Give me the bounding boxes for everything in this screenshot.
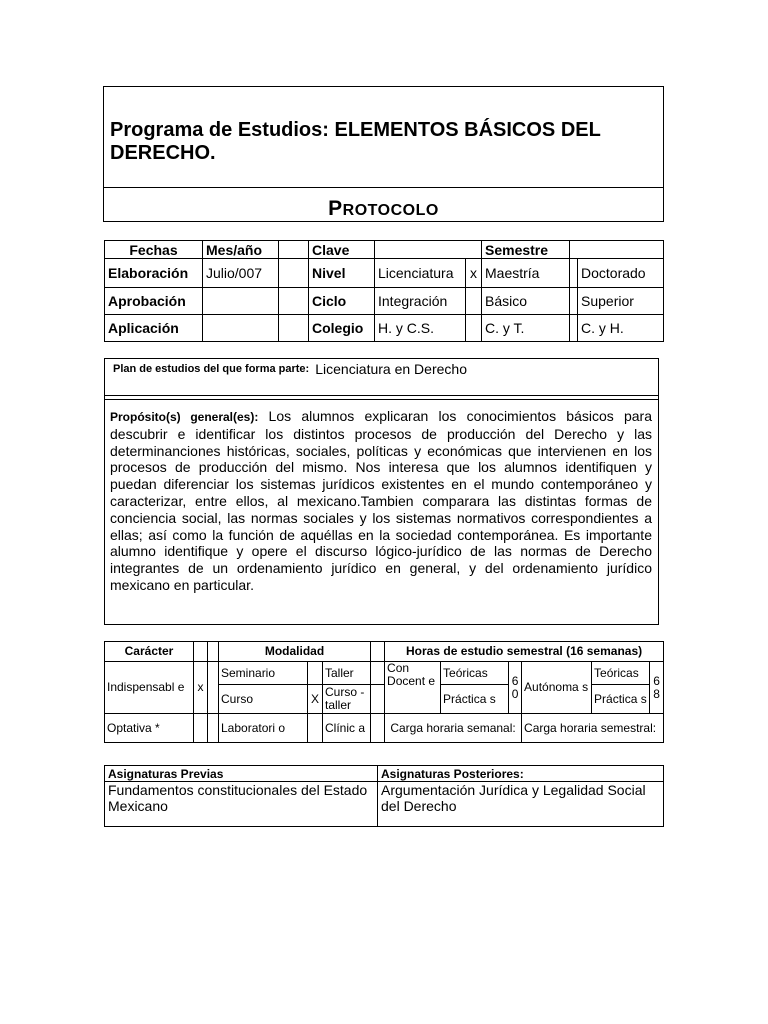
ciclo-superior: Superior	[578, 288, 664, 315]
maestria-mark	[570, 259, 578, 288]
protocol-heading	[104, 197, 663, 221]
subjects-header-row	[105, 766, 664, 782]
dates-header-row	[105, 241, 664, 259]
protocol-initial: P	[328, 197, 343, 220]
character-row-1	[105, 662, 664, 685]
teoricas-label: Teóricas	[441, 662, 509, 685]
protocol-rest: ROTOCOLO	[342, 202, 439, 219]
plan-divider	[105, 395, 658, 396]
dates-table	[104, 240, 664, 342]
previas-value: Fundamentos constitucionales del Estado Mexicano	[105, 782, 378, 827]
teoricas-autonomas-label: Teóricas	[592, 662, 650, 685]
indispensable-mark: x	[194, 662, 208, 714]
integracion-mark	[466, 288, 482, 315]
curso-mark: X	[308, 685, 323, 714]
purpose-text: Los alumnos explicaran los conocimientos básicos para descubrir e identificar los distintos procesos de producción del Derecho y las determinanciones históricas, sociales, políticas y económicas que intervienen en los procesos de producción del mismo. Nos interesa que los alumnos identifiquen y puedan diferenciar los sistemas jurídicos existentes en el mundo contemporáneo y caracterizar, entre ellos, al mexicano.Tambien comparara las distintas formas de conciencia social, las normas sociales y los sistemas normativos correspondientes a ellas; así como la función de aquéllas en la sociedad contemporánea. Es importante alumno identifique y opere el discurso lógico-jurídico de las normas de Derecho integrantes de un ordenamiento jurídico en general, y del ordenamiento jurídico mexicano en particular.	[110, 408, 652, 593]
colegio-hycs: H. y C.S.	[375, 315, 466, 342]
aplicacion-date	[203, 315, 279, 342]
blank-cell	[279, 241, 309, 259]
autonomas-label: Autónoma s	[522, 662, 592, 714]
basico-mark	[570, 288, 578, 315]
title-box	[103, 86, 664, 222]
aplicacion-label: Aplicación	[105, 315, 203, 342]
document-title: Programa de Estudios: ELEMENTOS BÁSICOS DEL DERECHO.	[110, 119, 601, 164]
clinica-label: Clínic a	[323, 714, 371, 743]
curso-label: Curso	[219, 685, 308, 714]
taller-mark	[371, 662, 385, 685]
caracter-header: Carácter	[105, 642, 194, 662]
modalidad-header: Modalidad	[219, 642, 371, 662]
horas-header: Horas de estudio semestral (16 semanas)	[385, 642, 664, 662]
cyt-mark	[570, 315, 578, 342]
docente-hours: 6 0	[509, 662, 522, 714]
blank-cell	[208, 642, 219, 662]
nivel-maestria: Maestría	[482, 259, 570, 288]
clave-header: Clave	[309, 241, 375, 259]
plan-value: Licenciatura en Derecho	[315, 361, 467, 377]
character-row-3	[105, 714, 664, 743]
subjects-row	[105, 782, 664, 827]
colegio-label: Colegio	[309, 315, 375, 342]
laboratorio-mark	[308, 714, 323, 743]
plan-row	[113, 359, 467, 379]
semestre-header: Semestre	[482, 241, 570, 259]
seminario-mark	[308, 662, 323, 685]
character-table	[104, 641, 664, 743]
aprobacion-row	[105, 288, 664, 315]
taller-label: Taller	[323, 662, 371, 685]
blank-cell	[208, 662, 219, 714]
ciclo-label: Ciclo	[309, 288, 375, 315]
nivel-doctorado: Doctorado	[578, 259, 664, 288]
curso-taller-label: Curso -taller	[323, 685, 371, 714]
ciclo-integracion: Integración	[375, 288, 466, 315]
blank-cell	[194, 642, 208, 662]
posteriores-header: Asignaturas Posteriores:	[378, 766, 664, 782]
nivel-label: Nivel	[309, 259, 375, 288]
previas-header: Asignaturas Previas	[105, 766, 378, 782]
plan-divider-2	[105, 399, 658, 400]
optativa-mark	[194, 714, 208, 743]
elaboracion-label: Elaboración	[105, 259, 203, 288]
clinica-mark	[371, 714, 385, 743]
carga-semestral-label: Carga horaria semestral:	[522, 714, 664, 743]
blank-cell	[279, 259, 309, 288]
purpose-label: Propósito(s) general(es):	[110, 410, 259, 424]
semestre-value	[570, 241, 664, 259]
laboratorio-label: Laboratori o	[219, 714, 308, 743]
indispensable-label: Indispensabl e	[105, 662, 194, 714]
practicas-autonomas-label: Práctica s	[592, 685, 650, 714]
fechas-header: Fechas	[105, 241, 203, 259]
con-docente-label: Con Docent e	[385, 662, 441, 714]
licenciatura-mark: x	[466, 259, 482, 288]
aplicacion-row	[105, 315, 664, 342]
clave-value	[375, 241, 482, 259]
autonomas-hours: 6 8	[650, 662, 664, 714]
plan-box	[104, 358, 659, 625]
curso-taller-mark	[371, 685, 385, 714]
subjects-table	[104, 765, 664, 827]
aprobacion-date	[203, 288, 279, 315]
practicas-label: Práctica s	[441, 685, 509, 714]
ciclo-basico: Básico	[482, 288, 570, 315]
colegio-cyt: C. y T.	[482, 315, 570, 342]
posteriores-value: Argumentación Jurídica y Legalidad Social del Derecho	[378, 782, 664, 827]
elaboracion-row	[105, 259, 664, 288]
plan-label: Plan de estudios del que forma parte:	[113, 363, 310, 375]
character-header-row	[105, 642, 664, 662]
purpose-paragraph	[110, 408, 652, 594]
title-divider	[104, 187, 663, 188]
blank-cell	[208, 714, 219, 743]
mes-ano-header: Mes/año	[203, 241, 279, 259]
colegio-cyh: C. y H.	[578, 315, 664, 342]
aprobacion-label: Aprobación	[105, 288, 203, 315]
carga-semanal-label: Carga horaria semanal:	[385, 714, 522, 743]
optativa-label: Optativa *	[105, 714, 194, 743]
hycs-mark	[466, 315, 482, 342]
blank-cell	[371, 642, 385, 662]
blank-cell	[279, 315, 309, 342]
blank-cell	[279, 288, 309, 315]
nivel-licenciatura: Licenciatura	[375, 259, 466, 288]
seminario-label: Seminario	[219, 662, 308, 685]
elaboracion-date: Julio/007	[203, 259, 279, 288]
